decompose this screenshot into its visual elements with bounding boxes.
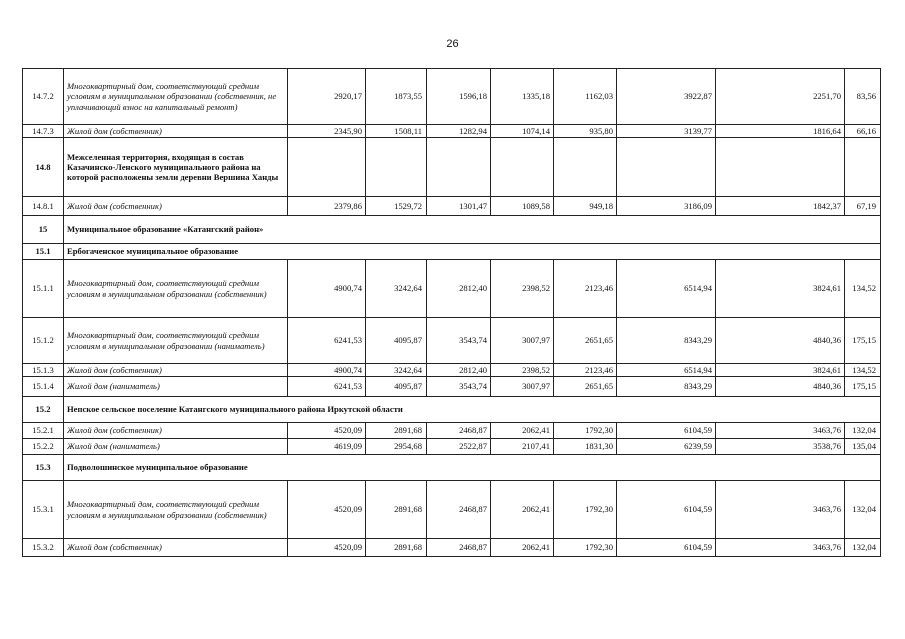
value-cell: 1792,30 xyxy=(554,423,617,439)
row-name: Муниципальное образование «Катангский район» xyxy=(64,216,881,244)
table-body xyxy=(23,69,881,557)
row-code: 15.1.2 xyxy=(23,318,64,364)
row-name: Многоквартирный дом, соответствующий средним условиям в муниципальном образовании (собственник) xyxy=(64,481,288,539)
value-cell: 3824,61 xyxy=(716,364,845,377)
value-cell: 3139,77 xyxy=(617,125,716,138)
value-cell: 83,56 xyxy=(845,69,881,125)
row-code: 14.8.1 xyxy=(23,197,64,216)
value-cell: 3007,97 xyxy=(491,318,554,364)
value-cell: 132,04 xyxy=(845,539,881,557)
value-cell: 3463,76 xyxy=(716,481,845,539)
table-row xyxy=(23,244,881,260)
value-cell: 2954,68 xyxy=(366,439,427,455)
row-code: 14.7.3 xyxy=(23,125,64,138)
table-row xyxy=(23,318,881,364)
value-cell: 3463,76 xyxy=(716,423,845,439)
value-cell: 4095,87 xyxy=(366,318,427,364)
value-cell: 2468,87 xyxy=(427,423,491,439)
table-row xyxy=(23,481,881,539)
value-cell: 935,80 xyxy=(554,125,617,138)
page-number: 26 xyxy=(446,38,459,50)
value-cell: 4619,09 xyxy=(288,439,366,455)
value-cell: 135,04 xyxy=(845,439,881,455)
row-code: 14.8 xyxy=(23,138,64,197)
value-cell: 2107,41 xyxy=(491,439,554,455)
value-cell xyxy=(427,138,491,197)
value-cell: 1842,37 xyxy=(716,197,845,216)
value-cell: 132,04 xyxy=(845,481,881,539)
value-cell: 3538,76 xyxy=(716,439,845,455)
value-cell: 6104,59 xyxy=(617,423,716,439)
row-name: Ербогаченское муниципальное образование xyxy=(64,244,881,260)
value-cell: 2398,52 xyxy=(491,364,554,377)
value-cell: 2062,41 xyxy=(491,539,554,557)
value-cell: 1508,11 xyxy=(366,125,427,138)
value-cell: 2651,65 xyxy=(554,377,617,397)
value-cell: 1074,14 xyxy=(491,125,554,138)
row-code: 15 xyxy=(23,216,64,244)
value-cell: 2651,65 xyxy=(554,318,617,364)
row-code: 15.1 xyxy=(23,244,64,260)
value-cell: 1831,30 xyxy=(554,439,617,455)
value-cell: 1792,30 xyxy=(554,481,617,539)
row-code: 15.3.2 xyxy=(23,539,64,557)
row-code: 15.1.1 xyxy=(23,260,64,318)
value-cell: 2891,68 xyxy=(366,423,427,439)
value-cell: 4520,09 xyxy=(288,423,366,439)
row-code: 14.7.2 xyxy=(23,69,64,125)
value-cell: 2062,41 xyxy=(491,481,554,539)
value-cell: 2379,86 xyxy=(288,197,366,216)
value-cell: 6241,53 xyxy=(288,377,366,397)
value-cell: 3463,76 xyxy=(716,539,845,557)
value-cell: 1792,30 xyxy=(554,539,617,557)
value-cell: 2812,40 xyxy=(427,260,491,318)
table-row xyxy=(23,69,881,125)
tariff-table xyxy=(22,68,881,557)
value-cell: 2398,52 xyxy=(491,260,554,318)
value-cell: 2812,40 xyxy=(427,364,491,377)
value-cell: 6104,59 xyxy=(617,539,716,557)
value-cell: 3824,61 xyxy=(716,260,845,318)
value-cell: 132,04 xyxy=(845,423,881,439)
value-cell: 175,15 xyxy=(845,377,881,397)
row-name: Многоквартирный дом, соответствующий средним условиям в муниципальном образовании (собственник) xyxy=(64,260,288,318)
table-row xyxy=(23,397,881,423)
row-name: Жилой дом (собственник) xyxy=(64,423,288,439)
row-code: 15.1.4 xyxy=(23,377,64,397)
value-cell: 6104,59 xyxy=(617,481,716,539)
value-cell: 4095,87 xyxy=(366,377,427,397)
row-name: Межселенная территория, входящая в состав Казачинско-Ленского муниципального района на которой расположены земли деревни Вершина Ханды xyxy=(64,138,288,197)
table-row xyxy=(23,216,881,244)
table-row xyxy=(23,455,881,481)
table-row xyxy=(23,138,881,197)
value-cell: 1162,03 xyxy=(554,69,617,125)
row-name: Многоквартирный дом, соответствующий средним условиям в муниципальном образовании (наниматель) xyxy=(64,318,288,364)
value-cell: 1301,47 xyxy=(427,197,491,216)
value-cell xyxy=(617,138,716,197)
row-name: Многоквартирный дом, соответствующий средним условиям в муниципальном образовании (собственник, не уплачивающий взнос на капитальный ремонт) xyxy=(64,69,288,125)
value-cell xyxy=(716,138,845,197)
value-cell: 1816,64 xyxy=(716,125,845,138)
value-cell: 1873,55 xyxy=(366,69,427,125)
value-cell: 6241,53 xyxy=(288,318,366,364)
row-code: 15.3.1 xyxy=(23,481,64,539)
value-cell xyxy=(845,138,881,197)
row-name: Жилой дом (собственник) xyxy=(64,539,288,557)
row-name: Подволошинское муниципальное образование xyxy=(64,455,881,481)
table-row xyxy=(23,423,881,439)
value-cell: 2468,87 xyxy=(427,539,491,557)
row-name: Жилой дом (наниматель) xyxy=(64,377,288,397)
value-cell: 4840,36 xyxy=(716,377,845,397)
value-cell: 4520,09 xyxy=(288,481,366,539)
value-cell: 3543,74 xyxy=(427,318,491,364)
value-cell: 6514,94 xyxy=(617,260,716,318)
table-row xyxy=(23,197,881,216)
value-cell: 6514,94 xyxy=(617,364,716,377)
value-cell: 2345,90 xyxy=(288,125,366,138)
value-cell: 2062,41 xyxy=(491,423,554,439)
row-name: Непское сельское поселение Катангского муниципального района Иркутской области xyxy=(64,397,881,423)
value-cell: 2891,68 xyxy=(366,481,427,539)
table-row xyxy=(23,260,881,318)
value-cell: 8343,29 xyxy=(617,377,716,397)
value-cell: 2123,46 xyxy=(554,260,617,318)
table-row xyxy=(23,439,881,455)
value-cell: 6239,59 xyxy=(617,439,716,455)
value-cell: 8343,29 xyxy=(617,318,716,364)
value-cell: 3922,87 xyxy=(617,69,716,125)
row-name: Жилой дом (собственник) xyxy=(64,197,288,216)
value-cell: 1089,58 xyxy=(491,197,554,216)
value-cell: 3242,64 xyxy=(366,364,427,377)
value-cell: 2920,17 xyxy=(288,69,366,125)
value-cell: 4520,09 xyxy=(288,539,366,557)
row-code: 15.2.1 xyxy=(23,423,64,439)
value-cell: 4840,36 xyxy=(716,318,845,364)
value-cell xyxy=(288,138,366,197)
value-cell: 3543,74 xyxy=(427,377,491,397)
row-code: 15.3 xyxy=(23,455,64,481)
row-code: 15.2 xyxy=(23,397,64,423)
value-cell: 2123,46 xyxy=(554,364,617,377)
value-cell: 4900,74 xyxy=(288,364,366,377)
table-row xyxy=(23,377,881,397)
value-cell: 949,18 xyxy=(554,197,617,216)
row-code: 15.1.3 xyxy=(23,364,64,377)
row-name: Жилой дом (собственник) xyxy=(64,364,288,377)
value-cell: 2522,87 xyxy=(427,439,491,455)
value-cell: 2891,68 xyxy=(366,539,427,557)
value-cell xyxy=(554,138,617,197)
row-name: Жилой дом (собственник) xyxy=(64,125,288,138)
value-cell: 1596,18 xyxy=(427,69,491,125)
value-cell: 66,16 xyxy=(845,125,881,138)
table-row xyxy=(23,125,881,138)
value-cell: 3242,64 xyxy=(366,260,427,318)
table-row xyxy=(23,364,881,377)
value-cell: 3186,09 xyxy=(617,197,716,216)
value-cell: 134,52 xyxy=(845,364,881,377)
value-cell: 2251,70 xyxy=(716,69,845,125)
table-row xyxy=(23,539,881,557)
row-name: Жилой дом (наниматель) xyxy=(64,439,288,455)
value-cell: 134,52 xyxy=(845,260,881,318)
value-cell: 1335,18 xyxy=(491,69,554,125)
value-cell: 3007,97 xyxy=(491,377,554,397)
value-cell: 67,19 xyxy=(845,197,881,216)
value-cell xyxy=(491,138,554,197)
value-cell: 4900,74 xyxy=(288,260,366,318)
row-code: 15.2.2 xyxy=(23,439,64,455)
value-cell: 175,15 xyxy=(845,318,881,364)
value-cell: 1282,94 xyxy=(427,125,491,138)
value-cell: 2468,87 xyxy=(427,481,491,539)
value-cell xyxy=(366,138,427,197)
value-cell: 1529,72 xyxy=(366,197,427,216)
